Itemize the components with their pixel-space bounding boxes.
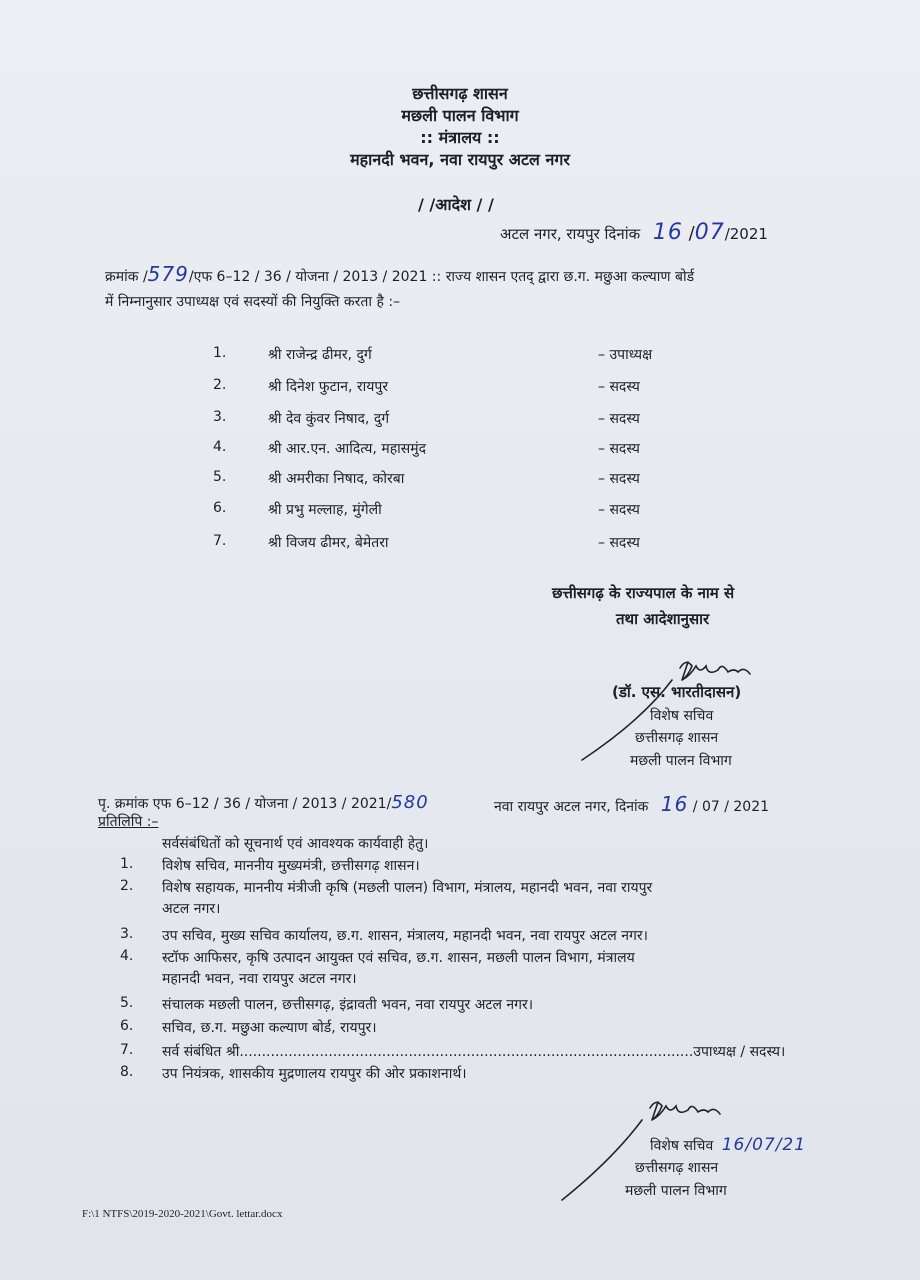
copy-item-text: स्टॉफ आफिसर, कृषि उत्पादन आयुक्त एवं सचिव, छ.ग. शासन, मछली पालन विभाग, मंत्रालय — [162, 950, 635, 966]
appointee-name: श्री अमरीका निषाद, कोरबा — [268, 471, 405, 487]
header-ministry: :: मंत्रालय :: — [420, 128, 500, 147]
header-govt: छत्तीसगढ़ शासन — [412, 84, 508, 103]
footer-file-path: F:\1 NTFS\2019-2020-2021\Govt. lettar.docx — [82, 1208, 283, 1220]
order-place-date: अटल नगर, रायपुर दिनांक 16 /07/2021 — [500, 220, 768, 245]
copy-item-text: उप सचिव, मुख्य सचिव कार्यालय, छ.ग. शासन, मंत्रालय, महानदी भवन, नवा रायपुर अटल नगर। — [162, 928, 648, 944]
copy-item-text: संचालक मछली पालन, छत्तीसगढ़, इंद्रावती भवन, नवा रायपुर अटल नगर। — [162, 997, 534, 1013]
handwritten-kramank-number: 579 — [147, 262, 189, 286]
header-address: महानदी भवन, नवा रायपुर अटल नगर — [350, 150, 570, 169]
copy-ref-rest: / 07 / 2021 — [692, 799, 770, 815]
handwritten-copy-day: 16 — [660, 792, 689, 816]
appointee-name: श्री दिनेश फुटान, रायपुर — [268, 379, 389, 395]
appointee-num: 4. — [213, 439, 227, 455]
header-dept: मछली पालन विभाग — [401, 106, 519, 125]
copy-ref-prefix: पृ. क्रमांक एफ 6–12 / 36 / योजना / 2013 / 2021/ — [98, 796, 392, 812]
copy-item-text: सचिव, छ.ग. मछुआ कल्याण बोर्ड, रायपुर। — [162, 1020, 377, 1036]
order-kramank — [105, 262, 694, 286]
appointee-num: 6. — [213, 500, 227, 516]
appointee-role: – सदस्य — [598, 502, 640, 518]
order-body-line2: में निम्नानुसार उपाध्यक्ष एवं सदस्यों की नियुक्ति करता है :– — [105, 294, 401, 310]
signatory2-designation: विशेष सचिव — [650, 1138, 714, 1154]
copy-item-text-cont: अटल नगर। — [162, 901, 221, 917]
appointee-num: 3. — [213, 409, 227, 425]
copy-item-num: 4. — [120, 948, 134, 964]
copy-item-text: सर्व संबंधित श्री......................................................................................................उपाध्यक्ष / सदस्य। — [162, 1044, 786, 1060]
appointee-num: 2. — [213, 377, 227, 393]
appointee-name: श्री देव कुंवर निषाद, दुर्ग — [268, 411, 390, 427]
copy-ref-date — [494, 792, 769, 816]
signatory-govt: छत्तीसगढ़ शासन — [635, 730, 719, 746]
copy-item-text: उप नियंत्रक, शासकीय मुद्रणालय रायपुर की ओर प्रकाशनार्थ। — [162, 1066, 467, 1082]
appointee-num: 7. — [213, 533, 227, 549]
appointee-role: – सदस्य — [598, 379, 640, 395]
copy-item-text-cont: महानदी भवन, नवा रायपुर अटल नगर। — [162, 971, 357, 987]
copy-ref-line — [98, 792, 429, 813]
appointee-name: श्री राजेन्द्र ढीमर, दुर्ग — [268, 347, 372, 363]
authority-line2: तथा आदेशानुसार — [616, 610, 710, 628]
signatory2-govt: छत्तीसगढ़ शासन — [635, 1160, 719, 1176]
handwritten-month: 07 — [694, 220, 725, 245]
appointee-role: – सदस्य — [598, 441, 640, 457]
appointee-num: 1. — [213, 345, 227, 361]
place-date-label: अटल नगर, रायपुर दिनांक — [500, 225, 641, 243]
copy-item-num: 8. — [120, 1064, 134, 1080]
signatory-dept: मछली पालन विभाग — [630, 753, 732, 769]
handwritten-copy-number: 580 — [391, 792, 429, 813]
appointee-role: – सदस्य — [598, 535, 640, 551]
signatory-designation: विशेष सचिव — [650, 708, 714, 724]
handwritten-signature-date: 16/07/21 — [721, 1135, 807, 1155]
copy-ref-place: नवा रायपुर अटल नगर, दिनांक — [494, 799, 649, 815]
kramank-rest: /एफ 6–12 / 36 / योजना / 2013 / 2021 :: राज्य शासन एतद् द्वारा छ.ग. मछुआ कल्याण बोर्ड — [188, 269, 695, 285]
authority-line1: छत्तीसगढ़ के राज्यपाल के नाम से — [552, 584, 735, 602]
copy-item-num: 2. — [120, 878, 134, 894]
appointee-role: – सदस्य — [598, 471, 640, 487]
appointee-name: श्री आर.एन. आदित्य, महासमुंद — [268, 441, 427, 457]
appointee-role: – सदस्य — [598, 411, 640, 427]
copy-intro: सर्वसंबंधितों को सूचनार्थ एवं आवश्यक कार्यवाही हेतु। — [162, 836, 429, 852]
copy-item-num: 3. — [120, 926, 134, 942]
signatory2-dept: मछली पालन विभाग — [625, 1183, 727, 1199]
date-year: /2021 — [724, 225, 768, 243]
signatory2-designation-line — [650, 1135, 806, 1155]
signatory-name: (डॉ. एस. भारतीदासन) — [612, 683, 742, 701]
appointee-role: – उपाध्यक्ष — [598, 347, 653, 363]
appointee-num: 5. — [213, 469, 227, 485]
appointee-name: श्री प्रभु मल्लाह, मुंगेली — [268, 502, 382, 518]
copy-label: प्रतिलिपि :– — [98, 814, 159, 830]
kramank-prefix: क्रमांक / — [105, 269, 148, 285]
copy-item-text: विशेष सहायक, माननीय मंत्रीजी कृषि (मछली पालन) विभाग, मंत्रालय, महानदी भवन, नवा रायपुर — [162, 880, 653, 896]
copy-item-num: 6. — [120, 1018, 134, 1034]
order-title: / /आदेश / / — [418, 195, 494, 214]
copy-item-text: विशेष सचिव, माननीय मुख्यमंत्री, छत्तीसगढ़ शासन। — [162, 858, 420, 874]
handwritten-day: 16 — [652, 220, 683, 245]
copy-item-num: 1. — [120, 856, 134, 872]
appointee-name: श्री विजय ढीमर, बेमेतरा — [268, 535, 389, 551]
copy-item-num: 7. — [120, 1042, 134, 1058]
copy-item-num: 5. — [120, 995, 134, 1011]
